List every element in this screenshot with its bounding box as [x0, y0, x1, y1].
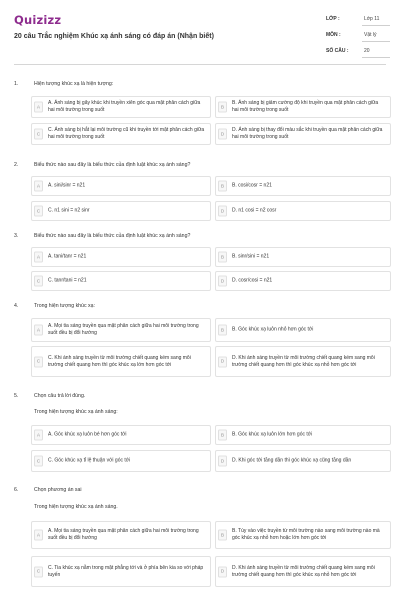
answer-option[interactable]: [31, 521, 211, 549]
meta-class-label: LỚP :: [326, 16, 340, 22]
option-letter: D: [220, 279, 225, 284]
question-number: 4.: [14, 303, 19, 309]
option-letter-box: [218, 206, 227, 217]
option-letter-box: [218, 252, 227, 263]
option-text: B. Góc khúc xạ luôn lớn hơn góc tới: [232, 431, 313, 438]
option-text: A. Mọi tia sáng truyền qua mặt phân cách giữa hai môi trường trong suốt đều bị đổi hướng: [48, 323, 199, 336]
answer-option[interactable]: [215, 247, 391, 267]
option-letter: D: [220, 459, 225, 464]
question-text: Biểu thức nào sau đây là biểu thức của định luật khúc xạ ánh sáng?: [34, 233, 191, 239]
option-text: D. cosr/cosi = n21: [232, 277, 273, 284]
option-letter: B: [220, 433, 225, 438]
answer-option[interactable]: [215, 201, 391, 221]
option-text: A. sini/sinr = n21: [48, 182, 86, 189]
meta-underline: [362, 41, 390, 42]
option-letter-box: [218, 102, 227, 113]
option-letter-box: [34, 530, 43, 541]
question-number: 1.: [14, 81, 19, 87]
option-text: C. Tia khúc xạ nằm trong mặt phẳng tới và ở phía bên kia so với pháp tuyến: [48, 564, 204, 578]
answer-option[interactable]: [215, 521, 391, 549]
answer-option[interactable]: [215, 425, 391, 445]
answer-option[interactable]: [31, 450, 211, 472]
option-letter-box: [34, 276, 43, 287]
answer-option[interactable]: [31, 556, 211, 587]
option-letter: B: [220, 105, 225, 110]
answer-option[interactable]: [215, 123, 391, 145]
option-text: A. Mọi tia sáng truyền qua mặt phân cách giữa hai môi trường trong suốt đều bị đổi hướng: [48, 528, 199, 541]
option-text: B. sinr/sini = n21: [232, 253, 270, 260]
option-letter: D: [220, 209, 225, 214]
option-text: A. tani/tanr = n21: [48, 253, 87, 260]
option-letter: B: [220, 533, 225, 538]
option-letter: C: [36, 209, 41, 214]
answer-option[interactable]: [215, 96, 391, 118]
option-letter-box: [218, 129, 227, 140]
meta-count-value: 20: [364, 48, 370, 54]
option-text: B. Tùy vào việc truyền từ môi trường nào sang môi trường nào mà góc khúc xạ nhỏ hơn hoặc lớn hơn góc tới: [232, 528, 380, 541]
question-text: Chọn phương án sai: [34, 487, 82, 493]
option-letter: C: [36, 459, 41, 464]
option-letter: C: [36, 359, 41, 365]
option-letter-box: [218, 430, 227, 441]
option-text: B. Ánh sáng bị giảm cường độ khi truyền qua mặt phân cách giữa hai môi trường trong suốt: [232, 100, 379, 113]
question-number: 3.: [14, 233, 19, 239]
answer-option[interactable]: [215, 346, 391, 377]
option-letter-box: [218, 566, 227, 577]
option-letter-box: [218, 276, 227, 287]
option-letter: A: [36, 533, 41, 538]
answer-option[interactable]: [31, 318, 211, 342]
option-letter: A: [36, 105, 41, 110]
option-letter: C: [36, 279, 41, 284]
answer-option[interactable]: [31, 425, 211, 445]
answer-option[interactable]: [31, 123, 211, 145]
question-text: Biểu thức nào sau đây là biểu thức của định luật khúc xạ ánh sáng?: [34, 162, 191, 168]
answer-option[interactable]: [215, 450, 391, 472]
option-letter-box: [34, 456, 43, 467]
option-letter-box: [34, 129, 43, 140]
option-letter-box: [34, 430, 43, 441]
option-text: C. n1 sini = n2 sinr: [48, 207, 90, 214]
option-letter: D: [220, 359, 225, 365]
option-text: D. Khi ánh sáng truyền từ môi trường chiết quang kém sang môi trường chiết quang hơn thì góc khúc xạ nhỏ hơn góc tới: [232, 354, 375, 368]
meta-info: [326, 12, 390, 60]
answer-option[interactable]: [31, 176, 211, 196]
option-text: A. Ánh sáng bị gãy khúc khi truyền xiên góc qua mặt phân cách giữa hai môi trường trong suốt: [48, 100, 201, 113]
option-letter-box: [218, 181, 227, 192]
option-letter-box: [34, 356, 43, 367]
meta-subject-row: [326, 28, 390, 44]
option-letter: A: [36, 328, 41, 333]
answer-option[interactable]: [31, 247, 211, 267]
option-letter: A: [36, 433, 41, 438]
option-letter: D: [220, 132, 225, 137]
option-letter: B: [220, 184, 225, 189]
meta-underline: [362, 57, 390, 58]
answer-option[interactable]: [215, 176, 391, 196]
answer-option[interactable]: [31, 271, 211, 291]
meta-subject-label: MÔN :: [326, 32, 341, 38]
option-letter-box: [34, 102, 43, 113]
header-divider: [14, 64, 386, 65]
option-letter: C: [36, 569, 41, 575]
option-text: D. Khi ánh sáng truyền từ môi trường chiết quang kém sang môi trường chiết quang hơn thì góc khúc xạ nhỏ hơn góc tới: [232, 564, 375, 578]
option-letter-box: [218, 325, 227, 336]
option-letter-box: [34, 566, 43, 577]
option-letter: A: [36, 255, 41, 260]
option-letter: B: [220, 328, 225, 333]
option-letter: A: [36, 184, 41, 189]
answer-option[interactable]: [31, 96, 211, 118]
option-letter-box: [218, 456, 227, 467]
option-text: C. Khi ánh sáng truyền từ môi trường chiết quang kém sang môi trường chiết quang hơn thì góc khúc xạ lớn hơn góc tới: [48, 354, 191, 368]
option-text: C. tanr/tani = n21: [48, 277, 87, 284]
header: [0, 0, 400, 62]
answer-option[interactable]: [31, 201, 211, 221]
option-letter: D: [220, 569, 225, 575]
option-letter: C: [36, 132, 41, 137]
answer-option[interactable]: [215, 271, 391, 291]
question-text: Chọn câu trả lời đúng.: [34, 393, 86, 399]
option-letter-box: [34, 206, 43, 217]
option-letter-box: [34, 252, 43, 263]
quizizz-logo: Quizizz: [14, 13, 62, 27]
option-text: C. Góc khúc xạ tỉ lệ thuận với góc tới: [48, 457, 131, 464]
meta-count-label: SỐ CÂU :: [326, 48, 349, 54]
option-letter-box: [34, 325, 43, 336]
answer-option[interactable]: [215, 556, 391, 587]
option-letter-box: [34, 181, 43, 192]
meta-class-row: [326, 12, 390, 28]
question-number: 2.: [14, 162, 19, 168]
answer-option[interactable]: [31, 346, 211, 377]
meta-underline: [362, 25, 390, 26]
page-title: 20 câu Trắc nghiệm Khúc xạ ánh sáng có đáp án (Nhận biết): [14, 33, 214, 40]
option-text: B. cosi/cosr = n21: [232, 182, 272, 189]
option-letter-box: [218, 530, 227, 541]
option-text: D. Khi góc tới tăng dần thì góc khúc xạ cũng tăng dần: [232, 457, 352, 464]
option-text: C. Ánh sáng bị hắt lại môi trường cũ khi truyền tới mặt phân cách giữa hai môi trường trong suốt: [48, 127, 205, 140]
question-text: Hiện tượng khúc xạ là hiện tượng:: [34, 81, 114, 87]
option-text: D. n1 cosi = n2 cosr: [232, 207, 277, 214]
question-number: 5.: [14, 393, 19, 399]
option-text: A. Góc khúc xạ luôn bé hơn góc tới: [48, 431, 127, 438]
question-text: Trong hiện tượng khúc xạ:: [34, 303, 95, 309]
option-text: B. Góc khúc xạ luôn nhỏ hơn góc tới: [232, 326, 314, 333]
question-number: 6.: [14, 487, 19, 493]
option-text: D. Ánh sáng bị thay đổi màu sắc khi truyền qua mặt phân cách giữa hai môi trường trong suốt: [232, 127, 383, 140]
question-subtext: Trong hiện tượng khúc xạ ánh sáng:: [34, 409, 118, 415]
question-subtext: Trong hiện tượng khúc xạ ánh sáng.: [34, 504, 118, 510]
meta-class-value: Lớp 11: [364, 16, 380, 22]
meta-count-row: [326, 44, 390, 60]
meta-subject-value: Vật lý: [364, 32, 377, 38]
answer-option[interactable]: [215, 318, 391, 342]
option-letter: B: [220, 255, 225, 260]
option-letter-box: [218, 356, 227, 367]
